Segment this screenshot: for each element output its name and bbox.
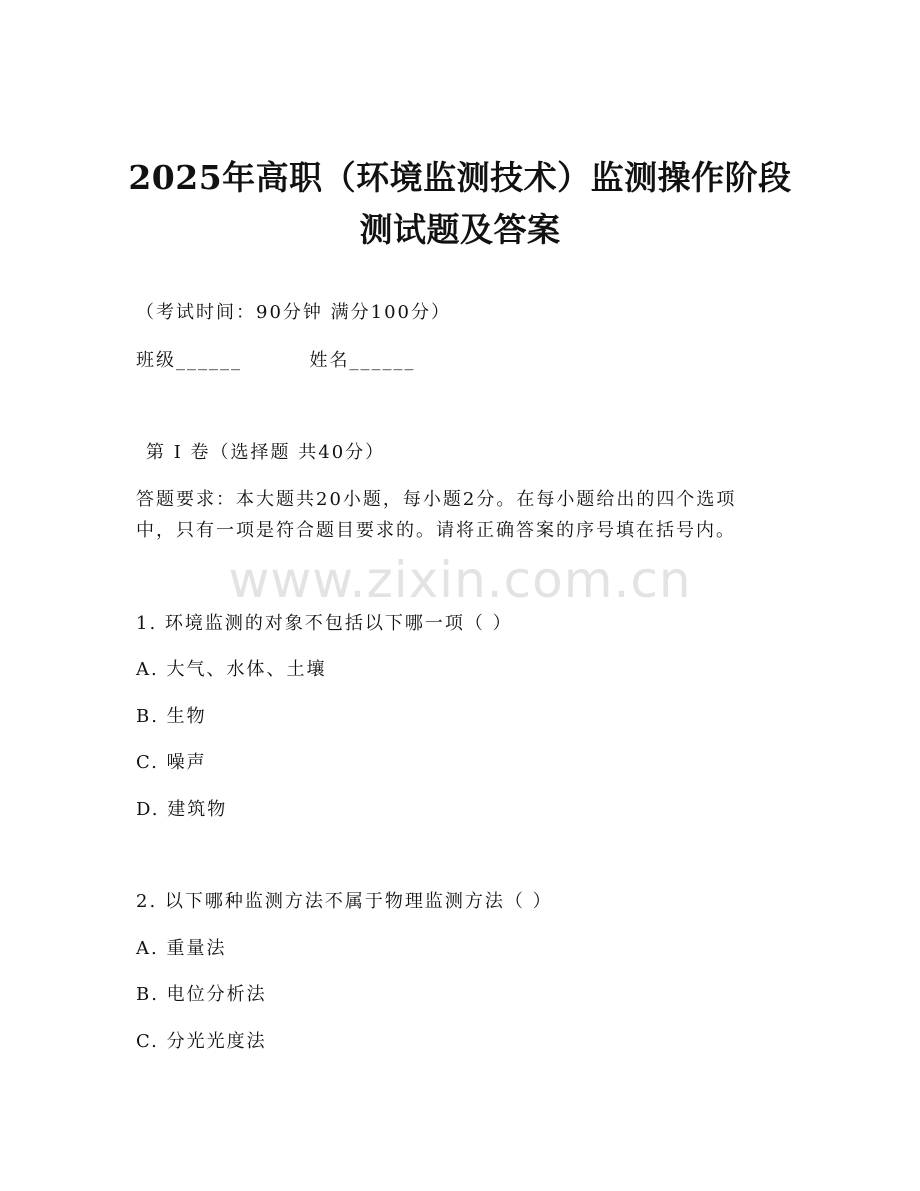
document-title-line1: 2025年高职（环境监测技术）监测操作阶段 [128, 158, 792, 197]
class-field-label: 班级______ [136, 350, 242, 371]
question-option: A. 重量法 [136, 938, 227, 959]
instructions-line2: 中，只有一项是符合题目要求的。请将正确答案的序号填在括号内。 [136, 520, 736, 541]
question-option: C. 分光光度法 [136, 1031, 267, 1052]
watermark: www.zixin.com.cn [228, 551, 692, 609]
student-info-row [136, 347, 415, 375]
instructions-line1: 答题要求：本大题共20小题，每小题2分。在每小题给出的四个选项 [136, 489, 737, 510]
section-heading: 第 I 卷（选择题 共40分） [146, 442, 386, 463]
question-option: A. 大气、水体、土壤 [136, 659, 327, 680]
exam-info: （考试时间：90分钟 满分100分） [136, 302, 451, 323]
name-field-label: 姓名______ [309, 350, 416, 371]
question-option: B. 生物 [136, 706, 207, 727]
document-title-line2: 测试题及答案 [359, 210, 561, 249]
question-option: C. 噪声 [136, 752, 207, 773]
question-option: B. 电位分析法 [136, 984, 267, 1005]
question-stem: 2. 以下哪种监测方法不属于物理监测方法（ ） [136, 891, 553, 912]
question-stem: 1. 环境监测的对象不包括以下哪一项（ ） [136, 613, 513, 634]
question-option: D. 建筑物 [136, 799, 228, 820]
